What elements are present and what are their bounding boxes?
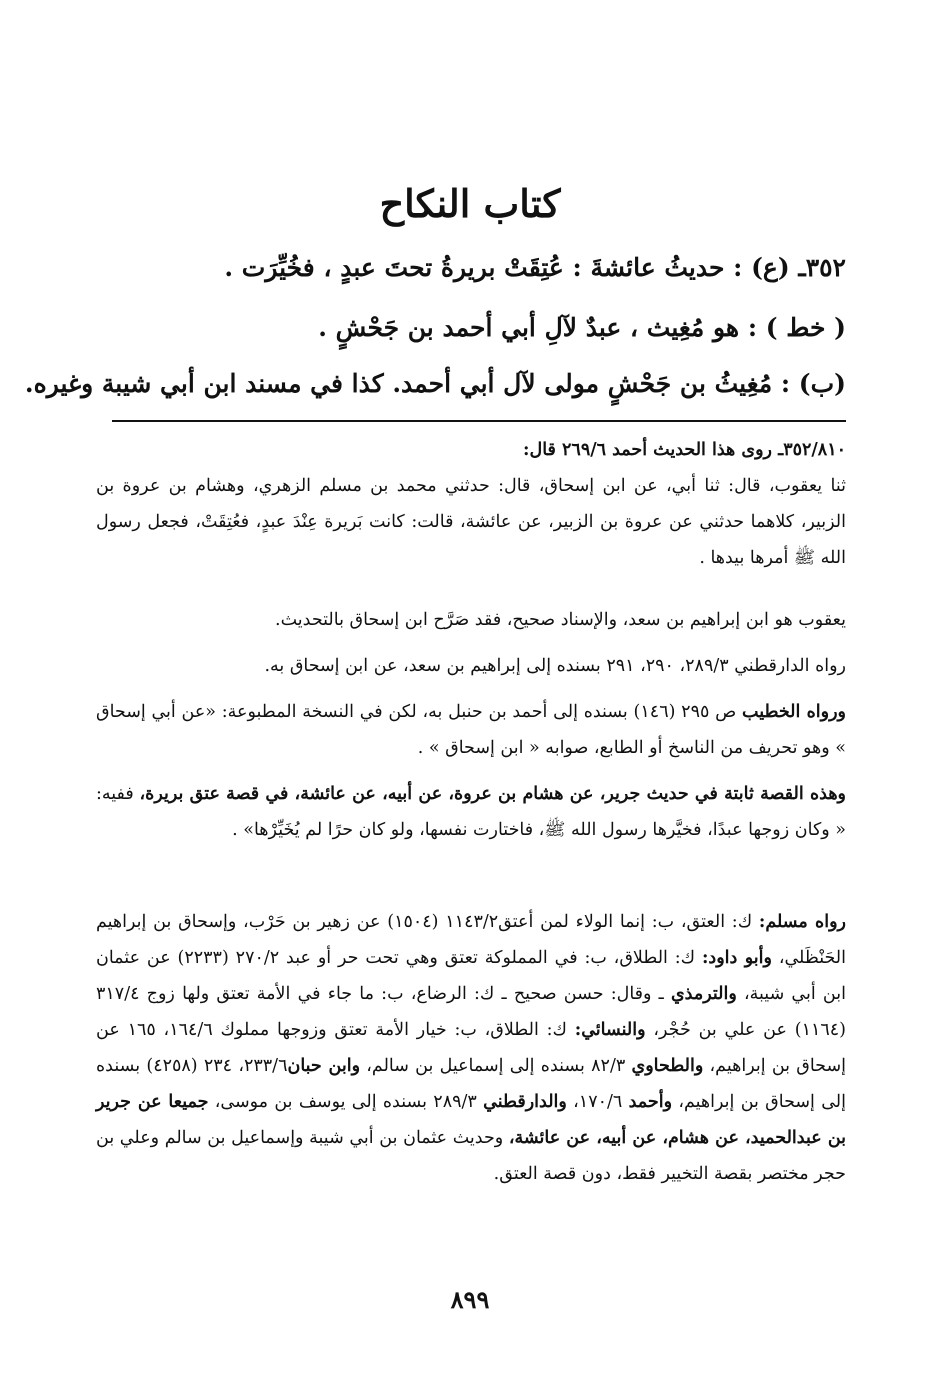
paragraph-khatib — [96, 694, 846, 766]
khatib-lead: ورواه الخطيب — [742, 702, 846, 722]
takhrij-ahmad: وأحمد — [628, 1092, 673, 1112]
hadith-heading: ٣٥٢/٨١٠ـ روى هذا الحديث أحمد ٢٦٩/٦ قال: — [523, 440, 846, 460]
entry-note-khatib: ( خط ) : هو مُغِيث ، عبدٌ لآلِ أبي أحمد بن جَحْشٍ . — [318, 313, 846, 342]
takhrij-text: ٢٣٣/٦، ٢٣٤ (٤٢٥٨) بسنده إلى إسحاق بن إبراهيم، — [96, 1056, 846, 1112]
page-number: ٨٩٩ — [450, 1285, 490, 1314]
khatib-text: ص ٢٩٥ (١٤٦) بسنده إلى أحمد بن حنبل به، لكن في النسخة المطبوعة: «عن أبي إسحاق » وهو تحريف من الناسخ أو الطابع، صوابه « ابن إسحاق » . — [96, 702, 846, 758]
paragraph-daraqutni: رواه الدارقطني ٢٨٩/٣، ٢٩٠، ٢٩١ بسنده إلى إبراهيم بن سعد، عن ابن إسحاق به. — [264, 656, 846, 676]
entry-note-b: (ب) : مُغِيثُ بن جَحْشٍ مولى لآل أبي أحمد. كذا في مسند ابن أبي شيبة وغيره. — [24, 369, 846, 398]
takhrij-tahawi: والطحاوي — [631, 1056, 704, 1076]
entry-heading: ٣٥٢ـ (ع) : حديثُ عائشةَ : عُتِقَتْ بريرةُ تحتَ عبدٍ ، فخُيِّرَت . — [224, 253, 846, 282]
takhrij-daraqutni: والدارقطني — [483, 1092, 567, 1112]
takhrij-text: ٢٨٩/٣ بسنده إلى يوسف بن موسى، — [208, 1092, 484, 1112]
paragraph-qissa — [96, 776, 846, 848]
paragraph-takhrij — [96, 904, 846, 1192]
takhrij-text: وحديث عثمان بن أبي شيبة وإسماعيل بن سالم وعلي بن حجر مختصر بقصة التخيير فقط، دون قصة العتق. — [96, 1128, 846, 1184]
paragraph-yaqub: يعقوب هو ابن إبراهيم بن سعد، والإسناد صحيح، فقد صَرَّح ابن إسحاق بالتحديث. — [275, 610, 846, 630]
takhrij-tirmidhi: والترمذي — [670, 984, 737, 1004]
takhrij-jamian: جميعا عن جرير بن عبدالحميد، عن هشام، عن أبيه، عن عائشة، — [96, 1092, 847, 1148]
separator-line — [112, 420, 846, 422]
hadith-text: ثنا يعقوب، قال: ثنا أبي، عن ابن إسحاق، قال: حدثني محمد بن مسلم الزهري، وهشام بن عروة بن الزبير، كلاهما حدثني عن عروة بن الزبير، عن عائشة، قالت: كانت بَريرة عِنْدَ عبدٍ، فعُتِقَتْ، فجعل رسول الله ﷺ أمرها بيدها . — [96, 476, 846, 568]
qissa-text: ففيه: « وكان زوجها عبدًا، فخيَّرها رسول الله ﷺ، فاختارت نفسها، ولو كان حرًا لم يُخَيِّرْها» . — [96, 784, 846, 840]
takhrij-text: ك: الطلاق، ب: خيار الأمة تعتق وزوجها مملوك ١٦٤/٦، ١٦٥ عن إسحاق بن إبراهيم، — [96, 1020, 846, 1076]
takhrij-abudawud: وأبو داود: — [701, 948, 772, 968]
chapter-title: كتاب النكاح — [379, 181, 561, 226]
takhrij-text: ك: الطلاق، ب: في المملوكة تعتق وهي تحت حر أو عبد ٢٧٠/٢ (٢٢٣٣) عن عثمان ابن أبي شيبة، — [96, 948, 846, 1004]
takhrij-nasai: والنسائي: — [574, 1020, 646, 1040]
takhrij-muslim: رواه مسلم: — [758, 912, 846, 932]
takhrij-text: ٨٢/٣ بسنده إلى إسماعيل بن سالم، — [360, 1056, 632, 1076]
takhrij-text: ك: العتق، ب: إنما الولاء لمن أعتق١١٤٣/٢ (١٥٠٤) عن زهير بن حَرْب، وإسحاق بن إبراهيم الحَنْظَلي، — [96, 912, 846, 968]
takhrij-text: ـ وقال: حسن صحيح ـ ك: الرضاع، ب: ما جاء في الأمة تعتق ولها زوج ٣١٧/٤ (١١٦٤) عن علي بن حُجْر، — [96, 984, 846, 1040]
qissa-lead: وهذه القصة ثابتة في حديث جرير، عن هشام بن عروة، عن أبيه، عن عائشة، في قصة عتق بريرة، — [139, 784, 846, 804]
takhrij-text: ١٧٠/٦، — [566, 1092, 629, 1112]
paragraph-hadith-810 — [96, 432, 846, 576]
takhrij-ibnhibban: وابن حبان — [287, 1056, 361, 1076]
